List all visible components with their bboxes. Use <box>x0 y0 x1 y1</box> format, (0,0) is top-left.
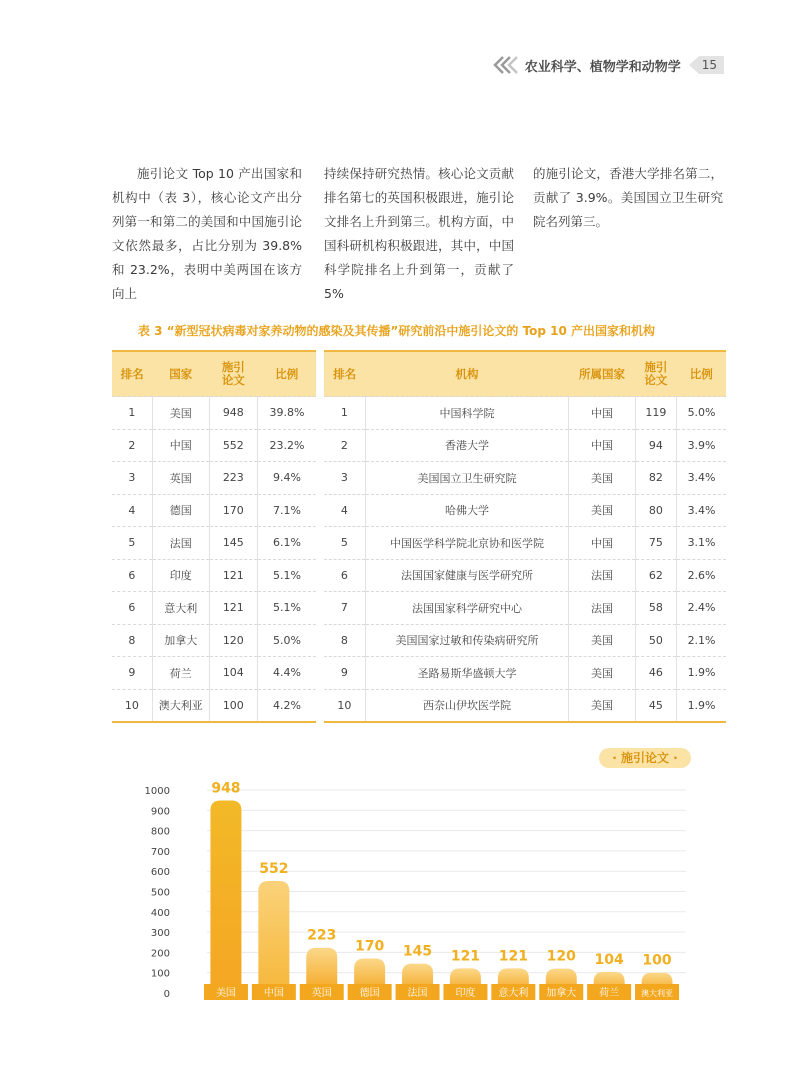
table-caption: 表 3 “新型冠状病毒对家养动物的感染及其传播”研究前沿中施引论文的 Top 10 产出国家和机构 <box>137 324 656 338</box>
table-cell: 82 <box>635 462 676 495</box>
table-cell: 中国 <box>569 527 635 560</box>
table-cell: 2 <box>112 429 152 462</box>
table-cell: 法国 <box>569 592 635 625</box>
body-column-1 <box>112 162 302 306</box>
y-tick-label: 1000 <box>144 786 170 797</box>
table-cell: 英国 <box>152 462 209 495</box>
page-number: 15 <box>699 56 724 74</box>
table-cell: 62 <box>635 559 676 592</box>
y-tick-label: 100 <box>150 968 170 980</box>
table-cell: 香港大学 <box>365 429 569 462</box>
table-cell: 94 <box>635 429 676 462</box>
institution-table <box>324 350 726 723</box>
table-cell: 德国 <box>152 494 209 527</box>
table-cell: 5.1% <box>258 592 317 625</box>
body-paragraph-3: 的施引论文，香港大学排名第二，贡献了 3.9%。美国国立卫生研究院名列第三。 <box>533 166 723 229</box>
chevron-left-icon <box>491 54 519 76</box>
table-cell: 100 <box>209 689 257 722</box>
bar <box>258 881 289 993</box>
table-row <box>112 429 316 462</box>
table-cell: 澳大利亚 <box>152 689 209 722</box>
table-cell: 美国 <box>152 397 209 430</box>
table-row <box>324 462 726 495</box>
data-label: 948 <box>211 780 241 797</box>
table-cell: 法国国家健康与医学研究所 <box>365 559 569 592</box>
table-cell: 意大利 <box>152 592 209 625</box>
table-cell: 2.6% <box>677 559 726 592</box>
table-cell: 9 <box>324 657 365 690</box>
table-row <box>112 527 316 560</box>
data-label: 170 <box>355 938 385 955</box>
data-label: 120 <box>546 948 576 965</box>
table-row <box>324 429 726 462</box>
table-row <box>112 657 316 690</box>
table-cell: 法国 <box>569 559 635 592</box>
data-label: 223 <box>307 927 337 944</box>
table-cell: 3.4% <box>677 494 726 527</box>
table-cell: 中国 <box>569 397 635 430</box>
table-cell: 法国国家科学研究中心 <box>365 592 569 625</box>
table-cell: 3 <box>324 462 365 495</box>
table-row <box>324 592 726 625</box>
column-header: 机构 <box>365 351 569 397</box>
table-cell: 5.1% <box>258 559 317 592</box>
table-cell: 西奈山伊坎医学院 <box>365 689 569 722</box>
table-row <box>324 397 726 430</box>
table-cell: 荷兰 <box>152 657 209 690</box>
table-cell: 121 <box>209 559 257 592</box>
table-row <box>112 462 316 495</box>
x-tick-label: 英国 <box>311 988 332 999</box>
x-tick-label: 德国 <box>359 988 380 999</box>
x-tick-label: 中国 <box>263 988 284 999</box>
table-cell: 中国 <box>569 429 635 462</box>
table-cell: 1.9% <box>677 657 726 690</box>
table-cell: 104 <box>209 657 257 690</box>
table-header-row <box>112 351 316 397</box>
table-cell: 美国 <box>569 494 635 527</box>
table-cell: 哈佛大学 <box>365 494 569 527</box>
table-cell: 5 <box>112 527 152 560</box>
data-label: 121 <box>450 948 481 965</box>
table-cell: 75 <box>635 527 676 560</box>
table-cell: 50 <box>635 624 676 657</box>
table-cell: 6.1% <box>258 527 317 560</box>
table-cell: 23.2% <box>258 429 317 462</box>
table-cell: 119 <box>635 397 676 430</box>
y-tick-label: 300 <box>150 928 170 940</box>
table-cell: 4.2% <box>258 689 317 722</box>
table-cell: 美国国家过敏和传染病研究所 <box>365 624 569 657</box>
table-cell: 2.4% <box>677 592 726 625</box>
table-cell: 5 <box>324 527 365 560</box>
y-tick-label: 700 <box>150 846 170 858</box>
table-cell: 2 <box>324 429 365 462</box>
table-header-row <box>324 351 726 397</box>
table-cell: 3.1% <box>677 527 726 560</box>
table-row <box>324 624 726 657</box>
table-cell: 7 <box>324 592 365 625</box>
table-cell: 7.1% <box>258 494 317 527</box>
x-tick-label: 美国 <box>215 988 236 999</box>
table-cell: 6 <box>112 559 152 592</box>
table-cell: 8 <box>112 624 152 657</box>
table-cell: 1 <box>112 397 152 430</box>
table-row <box>112 559 316 592</box>
table-cell: 中国 <box>152 429 209 462</box>
table-cell: 3 <box>112 462 152 495</box>
table-cell: 80 <box>635 494 676 527</box>
bar-chart <box>140 770 700 1010</box>
table-cell: 10 <box>112 689 152 722</box>
column-header: 排名 <box>112 351 152 397</box>
table-cell: 120 <box>209 624 257 657</box>
x-tick-label: 印度 <box>455 988 476 999</box>
chart-legend: · 施引论文 · <box>599 748 691 768</box>
table-cell: 121 <box>209 592 257 625</box>
table-cell: 美国 <box>569 657 635 690</box>
table-cell: 美国 <box>569 624 635 657</box>
table-cell: 5.0% <box>677 397 726 430</box>
table-cell: 4.4% <box>258 657 317 690</box>
y-tick-label: 600 <box>150 867 170 879</box>
section-title: 农业科学、植物学和动物学 <box>524 59 681 75</box>
table-cell: 美国 <box>569 462 635 495</box>
table-row <box>324 527 726 560</box>
table-cell: 45 <box>635 689 676 722</box>
table-row <box>112 592 316 625</box>
table-cell: 1.9% <box>677 689 726 722</box>
page-header <box>491 54 724 76</box>
table-cell: 6 <box>112 592 152 625</box>
table-cell: 948 <box>209 397 257 430</box>
y-tick-label: 900 <box>150 806 170 818</box>
table-cell: 58 <box>635 592 676 625</box>
bar <box>210 801 241 993</box>
body-paragraph-2: 持续保持研究热情。核心论文贡献排名第七的英国积极跟进，施引论文排名上升到第三。机构方面，中国科研机构积极跟进，其中，中国科学院排名上升到第一，贡献了 5% <box>324 166 514 301</box>
data-label: 552 <box>259 860 289 877</box>
body-column-3 <box>533 162 723 234</box>
data-label: 145 <box>402 943 433 960</box>
table-cell: 9.4% <box>258 462 317 495</box>
table-cell: 加拿大 <box>152 624 209 657</box>
table-cell: 1 <box>324 397 365 430</box>
table-cell: 3.9% <box>677 429 726 462</box>
x-tick-label: 澳大利亚 <box>641 989 674 998</box>
table-cell: 圣路易斯华盛顿大学 <box>365 657 569 690</box>
table-cell: 39.8% <box>258 397 317 430</box>
y-tick-label: 500 <box>150 887 170 899</box>
table-cell: 印度 <box>152 559 209 592</box>
table-cell: 3.4% <box>677 462 726 495</box>
table-cell: 145 <box>209 527 257 560</box>
table-cell: 美国 <box>569 689 635 722</box>
page-number-tab <box>689 54 724 76</box>
table-cell: 9 <box>112 657 152 690</box>
y-tick-label: 800 <box>150 826 170 838</box>
column-header: 国家 <box>152 351 209 397</box>
column-header: 比例 <box>258 351 317 397</box>
table-row <box>324 494 726 527</box>
table-row <box>112 397 316 430</box>
y-tick-label: 200 <box>150 948 170 960</box>
x-tick-label: 意大利 <box>498 988 529 999</box>
column-header: 排名 <box>324 351 365 397</box>
column-header: 比例 <box>677 351 726 397</box>
table-cell: 美国国立卫生研究院 <box>365 462 569 495</box>
data-label: 121 <box>498 948 528 965</box>
x-tick-label: 加拿大 <box>546 988 577 999</box>
table-cell: 4 <box>112 494 152 527</box>
table-row <box>324 689 726 722</box>
body-paragraph-1: 施引论文 Top 10 产出国家和机构中（表 3），核心论文产出分列第一和第二的美国和中国施引论文依然最多，占比分别为 39.8% 和 23.2%，表明中美两国在该方向上 <box>112 166 302 301</box>
table-row <box>112 494 316 527</box>
data-label: 100 <box>642 952 672 969</box>
table-cell: 法国 <box>152 527 209 560</box>
column-header: 施引论文 <box>209 351 257 397</box>
table-cell: 170 <box>209 494 257 527</box>
table-cell: 223 <box>209 462 257 495</box>
body-column-2 <box>324 162 514 306</box>
table-cell: 4 <box>324 494 365 527</box>
table-row <box>324 657 726 690</box>
table-cell: 中国科学院 <box>365 397 569 430</box>
table-row <box>112 624 316 657</box>
x-tick-label: 法国 <box>407 988 428 999</box>
table-cell: 552 <box>209 429 257 462</box>
table-cell: 中国医学科学院北京协和医学院 <box>365 527 569 560</box>
y-tick-label: 400 <box>150 907 170 919</box>
table-row <box>324 559 726 592</box>
table-cell: 46 <box>635 657 676 690</box>
y-tick-label: 0 <box>163 989 170 1000</box>
data-label: 104 <box>594 951 624 968</box>
table-cell: 2.1% <box>677 624 726 657</box>
table-cell: 10 <box>324 689 365 722</box>
x-tick-label: 荷兰 <box>599 988 620 999</box>
column-header: 所属国家 <box>569 351 635 397</box>
column-header: 施引论文 <box>635 351 676 397</box>
table-cell: 8 <box>324 624 365 657</box>
table-row <box>112 689 316 722</box>
table-cell: 5.0% <box>258 624 317 657</box>
table-cell: 6 <box>324 559 365 592</box>
country-table <box>112 350 316 723</box>
